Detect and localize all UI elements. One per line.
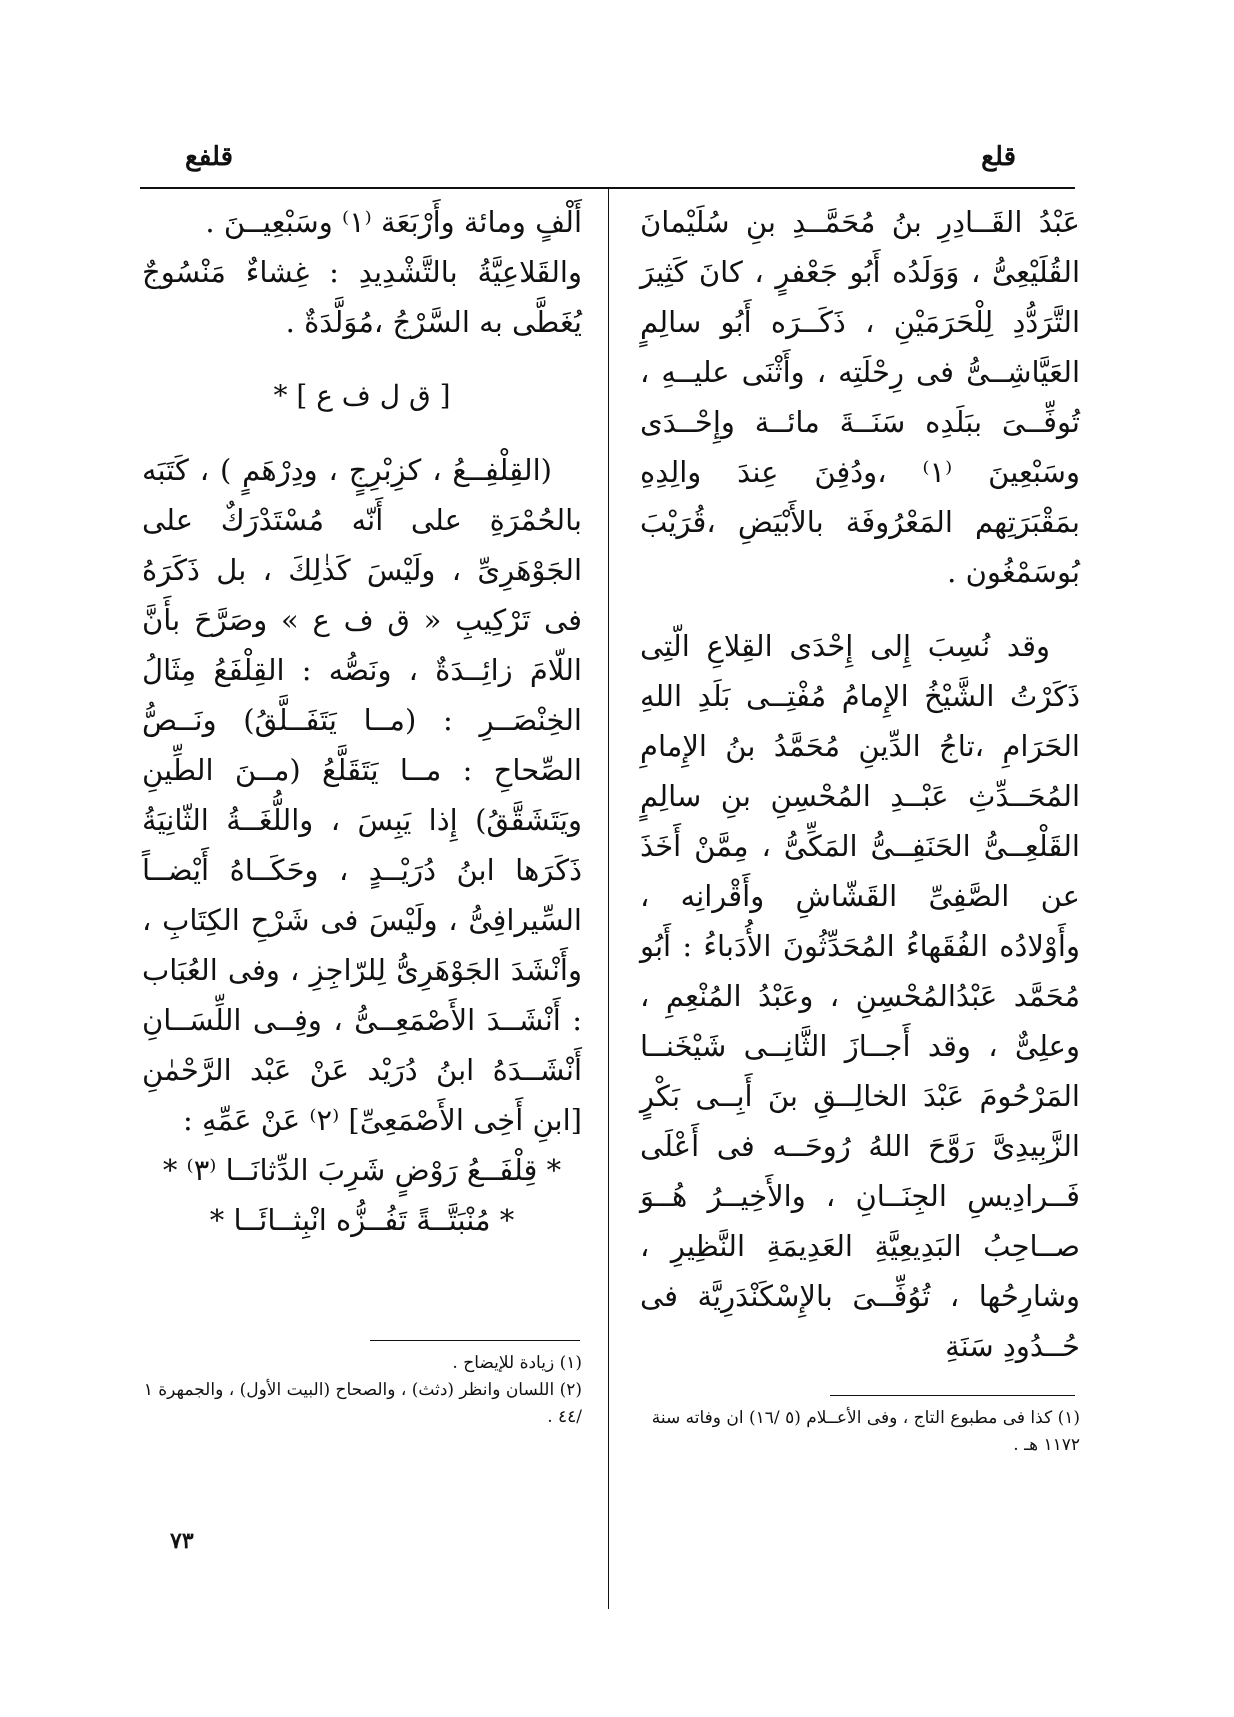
entry-heading: [ ق ل ف ع ] * xyxy=(273,379,451,412)
right-paragraph-1: عَبْدُ القَــادِرِ بنُ مُحَمَّــدِ بنِ سُلَيْمانَ القُلَيْعِىُّ ، وَوَلَدُه أَبُو جَعْفرٍ ، كانَ كَثِيرَ التَّرَدُّدِ لِلْحَرَمَيْنِ ، ذَكَــرَه أَبُو سالِمٍ العَيَّاشِــىُّ فى رِحْلَتِه ، وأَثْنَى عليــهِ ، تُوفِّــىَ ببَلَدِه سَنَــةَ مائــة وإِحْــدَى وسَبْعِينَ ⁽١⁾ ،ودُفِنَ عِندَ والِدِهِ بمَقْبَرَتِهم المَعْرُوفَة بالأَبْيَضِ ،قُرَيْبَ بُوسَمْغُون . xyxy=(640,205,1080,589)
footnote: (١) زيادة للإيضاح . xyxy=(452,1353,582,1373)
footnote-rule-left xyxy=(370,1340,580,1341)
running-header-right: قلع xyxy=(981,142,1016,172)
footnotes-left xyxy=(142,1350,582,1431)
footnote-rule-right xyxy=(830,1395,1075,1396)
right-paragraph-2: وقد نُسِبَ إِلى إِحْدَى القِلاعِ الّتِى ذَكَرْتُ الشَّيْخُ الإِمامُ مُفْتِــى بَلَدِ اللهِ الحَرَامِ ،تاجُ الدِّينِ مُحَمَّدُ بنُ الإِمامِ المُحَــدِّثِ عَبْــدِ المُحْسِنِ بنِ سالِمٍ القَلْعِــىُّ الحَنَفِــىُّ المَكِّىُّ ، مِمَّنْ أَخَذَ عن الصَّفِىِّ القَشّاشِ وأَقْرانِه ، وأَوْلادُه الفُقَهاءُ المُحَدِّثُونَ الأُدَباءُ : أَبُو مُحَمَّد عَبْدُالمُحْسِنِ ، وعَبْدُ المُنْعِمِ ، وعلِىٌّ ، وقد أَجــازَ الثَّانِــى شَيْخَنــا المَرْحُومَ عَبْدَ الخالِــقِ بنَ أَبِــى بَكْرٍ الزَّبِيدِىَّ رَوَّحَ اللهُ رُوحَــه فى أَعْلَى فَــرادِيسِ الجِنَــانِ ، والأَخِيــرُ هُــوَ صــاحِبُ البَدِيعِيَّةِ العَدِيمَةِ النَّظِيرِ ، وشارِحُها ، تُوُفِّــىَ بالإِسْكَنْدَرِيَّة فى حُــدُودِ سَنَةِ xyxy=(640,629,1080,1363)
left-intro: أَلْفٍ ومائة وأَرْبَعَة ⁽١⁾ وسَبْعِيــنَ . والقَلاعِيَّةُ بالتَّشْدِيدِ : غِشاءٌ مَنْسُوجٌ يُغَطَّى به السَّرْجُ ،مُوَلَّدَةٌ . xyxy=(142,205,582,339)
column-divider xyxy=(608,189,609,1609)
page-number: ٧٣ xyxy=(170,1528,194,1554)
paragraph-gap xyxy=(142,421,582,445)
verse-line-1: * قِلْفَــعُ رَوْضٍ شَرِبَ الدِّثانَــا ⁽٣⁾ * xyxy=(162,1153,562,1187)
paragraph-gap xyxy=(142,347,582,371)
left-column xyxy=(142,197,582,1245)
right-column xyxy=(640,197,1080,1371)
footnote: (٢) اللسان وانظر (دثث) ، والصحاح (البيت الأول) ، والجمهرة ١ /٤٤ . xyxy=(143,1380,582,1427)
entry-paragraph: (القِلْفِــعُ ، كزِبْرِجٍ ، ودِرْهَمٍ ) ، كَتَبَه بالحُمْرَةِ على أَنّه مُسْتَدْرَكٌ على الجَوْهَرِىِّ ، ولَيْسَ كَذٰلِكَ ، بل ذَكَرَهُ فى تَرْكِيبِ « ق ف ع » وصَرَّحَ بأَنَّ اللّامَ زائِــدَةٌ ، ونَصُّه : القِلْفَعُ مِثَالُ الخِنْصَــرِ : (مــا يَتَفَــلَّقُ) ونَــصُّ الصِّحاحِ : مــا يَتَقَلَّعُ (مــنَ الطِّينِ ويَتَشَقَّقُ) إِذا يَبِسَ ، واللُّغَــةُ الثّانِيَةُ ذَكَرَها ابنُ دُرَيْــدٍ ، وحَكَــاهُ أَيْضــاً السِّيرافِىُّ ، ولَيْسَ فى شَرْحِ الكِتَابِ ، وأَنْشَدَ الجَوْهَرِىُّ لِلرّاجِزِ ، وفى العُبَاب : أَنْشَــدَ الأَصْمَعِــىُّ ، وفِــى اللِّسَــانِ أَنْشَــدَهُ ابنُ دُرَيْد عَنْ عَبْد الرَّحْمٰنِ [ابنِ أَخِى الأَصْمَعِىِّ] ⁽٢⁾ عَنْ عَمِّهِ : xyxy=(142,453,582,1137)
footnote: (١) كذا فى مطبوع التاج ، وفى الأعــلام (٥ /١٦) ان وفاته سنة ١١٧٢ هـ . xyxy=(651,1408,1080,1455)
verse-line-2: * مُنْبَتَّــةً تَفُــزُّه انْبِثــائَــا * xyxy=(209,1203,515,1237)
paragraph-gap xyxy=(640,597,1080,621)
footnotes-right xyxy=(640,1405,1080,1459)
running-header-left: قلفع xyxy=(185,142,234,172)
